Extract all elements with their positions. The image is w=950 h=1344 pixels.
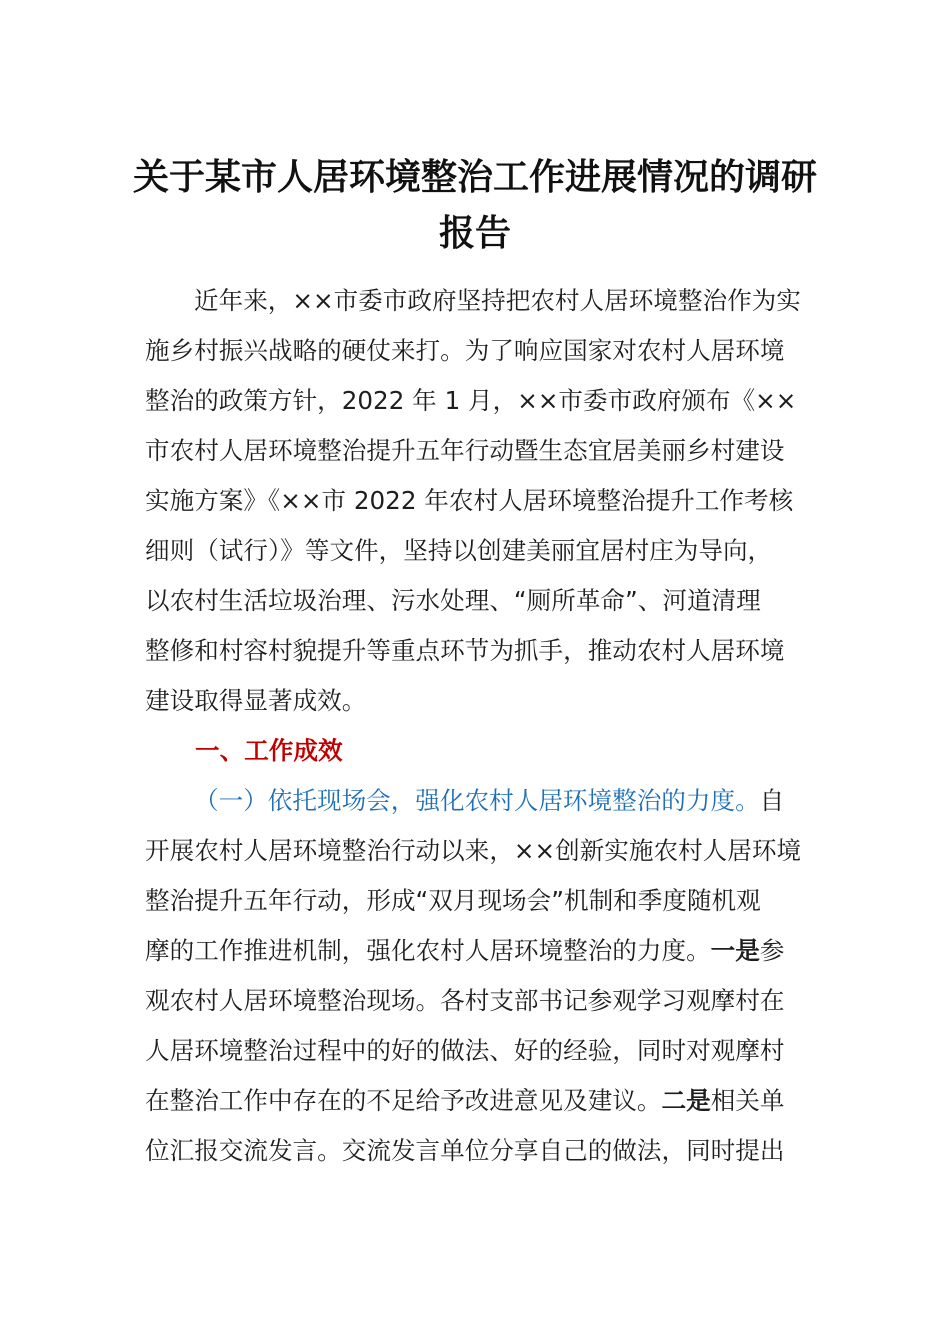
intro-line: 建设取得显著成效。 bbox=[145, 686, 367, 715]
subsection-line: 开展农村人居环境整治行动以来，××创新实施农村人居环境 bbox=[145, 836, 802, 865]
title-line-2: 报告 bbox=[438, 213, 511, 254]
subsection-line: 整治提升五年行动，形成“双月现场会”机制和季度随机观 bbox=[145, 886, 761, 915]
subsection-line bbox=[145, 926, 809, 976]
point-label-one: 一是 bbox=[710, 936, 760, 965]
intro-line: 实施方案》《××市 2022 年农村人居环境整治提升工作考核 bbox=[145, 486, 794, 515]
subsection-text: 摩的工作推进机制，强化农村人居环境整治的力度。 bbox=[145, 936, 711, 965]
point-label-two: 二是 bbox=[661, 1086, 711, 1115]
subsection-heading: （一）依托现场会，强化农村人居环境整治的力度。 bbox=[194, 786, 760, 815]
intro-line: 施乡村振兴战略的硬仗来打。为了响应国家对农村人居环境 bbox=[145, 336, 785, 365]
subsection-text: 自 bbox=[759, 786, 785, 815]
subsection-text: 在整治工作中存在的不足给予改进意见及建议。 bbox=[145, 1086, 662, 1115]
subsection-line: 观农村人居环境整治现场。各村支部书记参观学习观摩村在 bbox=[145, 986, 785, 1015]
subsection-line bbox=[145, 776, 809, 826]
title-line-1: 关于某市人居环境整治工作进展情况的调研 bbox=[132, 157, 817, 198]
subsection-line: 位汇报交流发言。交流发言单位分享自己的做法，同时提出 bbox=[145, 1136, 785, 1165]
subsection-paragraph bbox=[145, 776, 809, 1176]
intro-line: 细则（试行）》等文件，坚持以创建美丽宜居村庄为导向， bbox=[145, 536, 773, 565]
intro-line: 市农村人居环境整治提升五年行动暨生态宜居美丽乡村建设 bbox=[145, 436, 785, 465]
intro-line: 整修和村容村貌提升等重点环节为抓手，推动农村人居环境 bbox=[145, 636, 785, 665]
subsection-text: 参 bbox=[759, 936, 785, 965]
intro-line: 整治的政策方针，2022 年 1 月，××市委市政府颁布《×× bbox=[145, 386, 797, 415]
subsection-text: 相关单 bbox=[710, 1086, 785, 1115]
subsection-line bbox=[145, 1076, 809, 1126]
intro-line: 以农村生活垃圾治理、污水处理、“厕所革命”、河道清理 bbox=[145, 586, 761, 615]
subsection-line: 人居环境整治过程中的好的做法、好的经验，同时对观摩村 bbox=[145, 1036, 785, 1065]
document-title bbox=[120, 150, 830, 262]
intro-line: 近年来，××市委市政府坚持把农村人居环境整治作为实 bbox=[194, 286, 801, 315]
intro-paragraph bbox=[145, 276, 809, 726]
section-heading: 一、工作成效 bbox=[195, 736, 343, 765]
